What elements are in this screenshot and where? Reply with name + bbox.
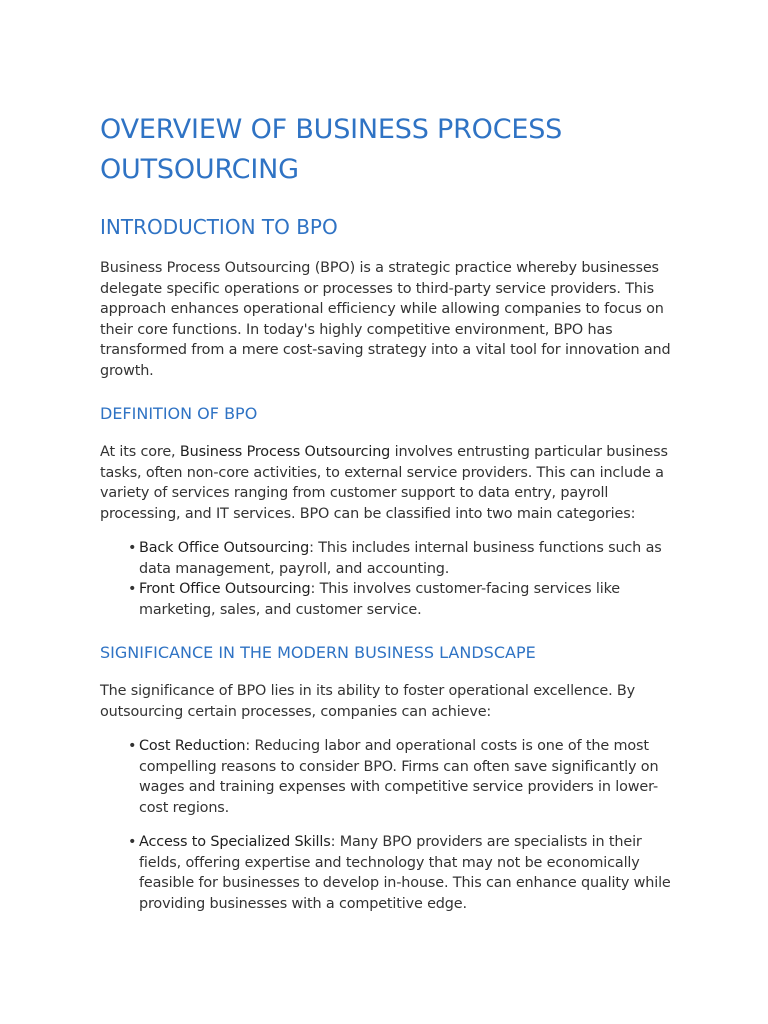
definition-text-end: involves entrusting particular business tasks, often non-core activities, to external service providers. This can include a variety of services ranging from customer support to data entry, payroll processing, and IT services. BPO can be classified into two main categories:	[100, 444, 668, 522]
significance-paragraph: The significance of BPO lies in its ability to foster operational excellence. By outsourcing certain processes, companies can achieve:	[100, 683, 636, 720]
definition-text-start: At its core,	[100, 444, 180, 460]
definition-paragraph	[100, 442, 672, 524]
document-title: OVERVIEW OF BUSINESS PROCESS OUTSOURCING	[100, 114, 563, 185]
section-heading-significance: SIGNIFICANCE IN THE MODERN BUSINESS LANDSCAPE	[100, 643, 536, 662]
bpo-benefits-list	[100, 736, 672, 914]
bullet-icon: •	[128, 834, 137, 850]
list-item-term: Cost Reduction	[139, 738, 246, 754]
list-item-back-office	[100, 538, 672, 579]
list-item-front-office	[100, 579, 672, 620]
list-item-text: : This includes internal business functions such as data management, payroll, and accounting.	[139, 540, 662, 577]
list-item-specialized-skills	[100, 832, 672, 914]
list-item-text: : This involves customer-facing services like marketing, sales, and customer service.	[139, 581, 620, 618]
bullet-icon: •	[128, 738, 137, 754]
section-heading-definition: DEFINITION OF BPO	[100, 404, 258, 423]
bullet-icon: •	[128, 540, 137, 556]
bullet-icon: •	[128, 581, 137, 597]
list-item-text: : Many BPO providers are specialists in their fields, offering expertise and technology that may not be economically feasible for businesses to develop in-house. This can enhance quality while providing businesses with a competitive edge.	[139, 834, 671, 912]
list-item-term: Access to Specialized Skills	[139, 834, 331, 850]
definition-term: Business Process Outsourcing	[179, 444, 391, 460]
section-heading-introduction: INTRODUCTION TO BPO	[100, 215, 338, 239]
document-page	[100, 110, 672, 914]
introduction-paragraph: Business Process Outsourcing (BPO) is a strategic practice whereby businesses delegate specific operations or processes to third-party service providers. This approach enhances operational efficiency while allowing companies to focus on their core functions. In today's highly competitive environment, BPO has transformed from a mere cost-saving strategy into a vital tool for innovation and growth.	[100, 260, 671, 379]
list-item-term: Back Office Outsourcing	[139, 540, 310, 556]
list-item-cost-reduction	[100, 736, 672, 818]
list-item-term: Front Office Outsourcing	[139, 581, 311, 597]
bpo-categories-list	[100, 538, 672, 620]
list-item-text: : Reducing labor and operational costs is one of the most compelling reasons to consider BPO. Firms can often save significantly on wages and training expenses with competitive service providers in lower-cost regions.	[139, 738, 659, 816]
